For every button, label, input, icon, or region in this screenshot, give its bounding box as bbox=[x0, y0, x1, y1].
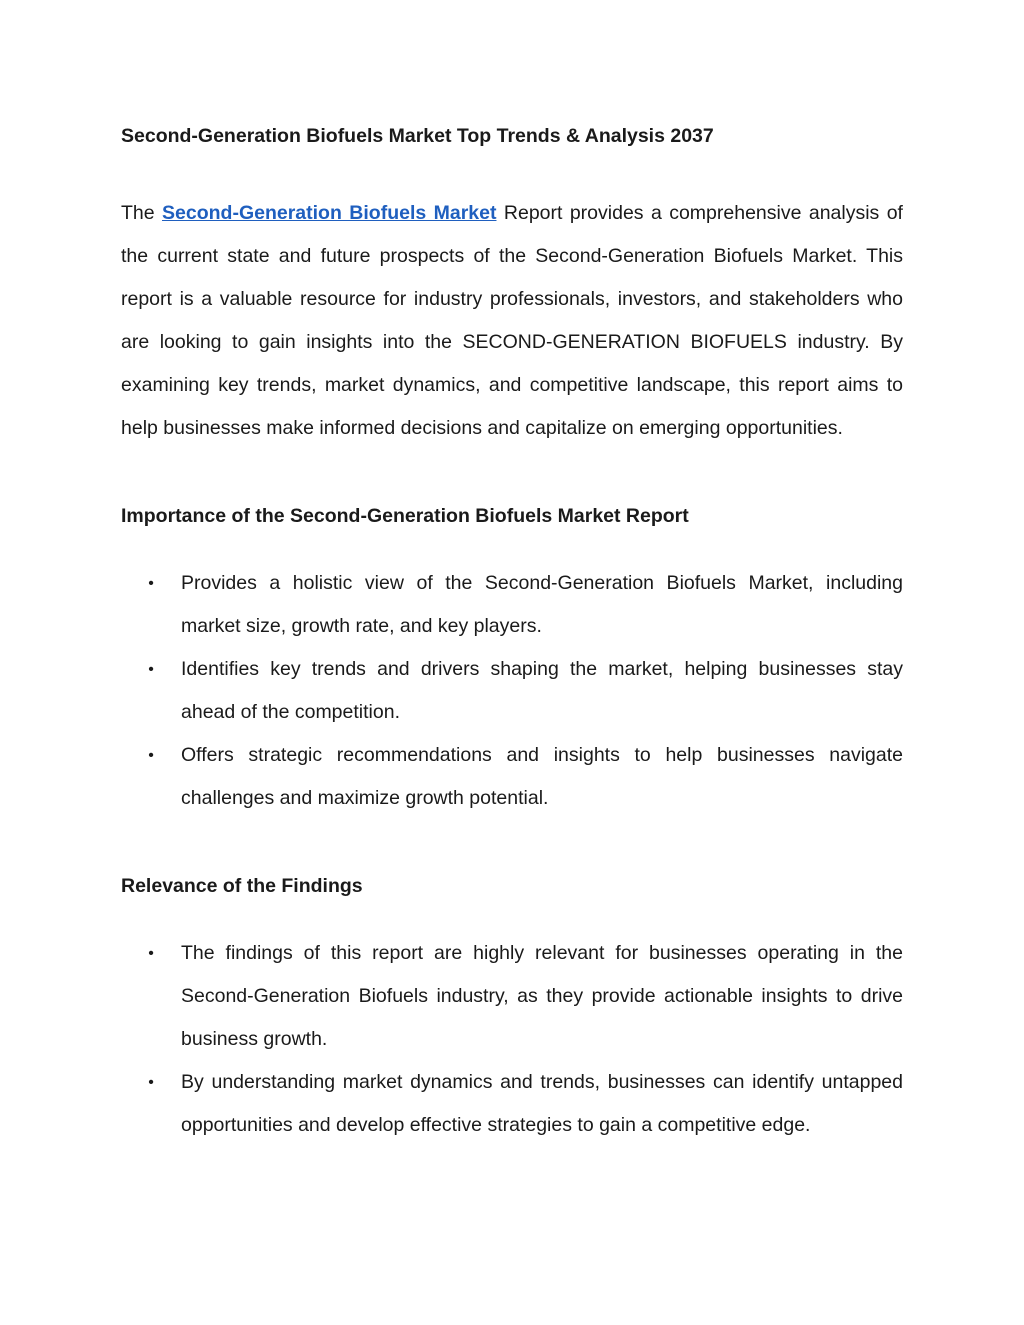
list-item bbox=[121, 1061, 903, 1147]
bullet-icon: • bbox=[148, 661, 154, 678]
intro-lead-text: The bbox=[121, 202, 163, 224]
list-item-text: Identifies key trends and drivers shaping the market, helping businesses stay ahead of the competition. bbox=[181, 658, 903, 723]
bullet-icon: • bbox=[148, 945, 154, 962]
list-item-text: By understanding market dynamics and trends, businesses can identify untapped opportunities and develop effective strategies to gain a competitive edge. bbox=[181, 1071, 903, 1136]
list-item bbox=[121, 734, 903, 820]
document-title: Second-Generation Biofuels Market Top Trends & Analysis 2037 bbox=[121, 125, 714, 147]
market-report-link[interactable]: Second-Generation Biofuels Market bbox=[162, 202, 497, 224]
intro-paragraph bbox=[121, 192, 903, 450]
list-item bbox=[121, 932, 903, 1061]
list-item-text: Offers strategic recommendations and insights to help businesses navigate challenges and maximize growth potential. bbox=[181, 744, 903, 809]
bullet-icon: • bbox=[148, 1074, 154, 1091]
list-item bbox=[121, 562, 903, 648]
section-heading-relevance: Relevance of the Findings bbox=[121, 875, 363, 897]
list-item-text: The findings of this report are highly relevant for businesses operating in the Second-Generation Biofuels industry, as they provide actionable insights to drive business growth. bbox=[181, 942, 903, 1050]
importance-bullet-list bbox=[121, 562, 903, 820]
bullet-icon: • bbox=[148, 575, 154, 592]
section-heading-importance: Importance of the Second-Generation Biofuels Market Report bbox=[121, 505, 689, 527]
list-item-text: Provides a holistic view of the Second-Generation Biofuels Market, including market size, growth rate, and key players. bbox=[181, 572, 903, 637]
list-item bbox=[121, 648, 903, 734]
intro-body-text: Report provides a comprehensive analysis of the current state and future prospects of the Second-Generation Biofuels Market. This report is a valuable resource for industry professionals, investors, and stakeholders who are looking to gain insights into the SECOND-GENERATION BIOFUELS industry. By examining key trends, market dynamics, and competitive landscape, this report aims to help businesses make informed decisions and capitalize on emerging opportunities. bbox=[121, 202, 903, 439]
relevance-bullet-list bbox=[121, 932, 903, 1147]
document-page bbox=[121, 118, 903, 1147]
bullet-icon: • bbox=[148, 747, 154, 764]
